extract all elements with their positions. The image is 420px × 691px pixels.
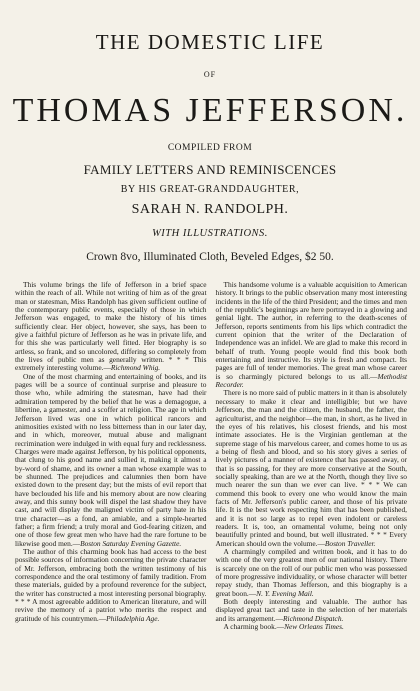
illustrations-note: WITH ILLUSTRATIONS. — [152, 228, 268, 239]
review-source: Philadelphia Age. — [106, 613, 160, 623]
author-relation: BY HIS GREAT-GRANDDAUGHTER, — [120, 184, 300, 195]
review-paragraph: There is no more said of public matters in it than is absolutely necessary to make it clear and intelligible; but we have Jefferson, the man and the citizen, the husband, the father, the agriculturist, and the neighbor—the man, in short, as he lived in the eyes of his relatives, his closest friends, and his most intimate associates. He is the Virginian gentleman at the supreme stage of his marvelous career, and comes home to us as a being of flesh and blood, and so his story gives a series of lively pictures of a manner of existence that has passed away, or that is so passing, for they are more conservative at the South, socially speaking, than are we at the North, though they live so much nearer the sun than we ever can live. * * * We can commend this book to every one who would know the main facts of Mr. Jefferson's public career, and those of his private life. It is the best work respecting him that has been published, and it is not so large as to repel even indolent or careless readers. It is, too, an ornamental volume, being not only beautifully printed and bound, but well illustrated. * * * Every American should own the volume.—Boston Traveller. — [215, 388, 407, 548]
review-paragraph: A charmingly compiled and written book, and it has to do with one of the very greatest men of our national history. There is scarcely one on the roll of our public men who was possessed of more progressive individuality, or whose character will better repay study, than Thomas Jefferson, and this biography is a great boon.—N. Y. Evening Mail. — [215, 547, 407, 598]
review-source: N. Y. Evening Mail. — [256, 588, 314, 598]
reviews-left-column — [15, 281, 207, 686]
review-paragraph: This handsome volume is a valuable acquisition to American history. It brings to the public observation many most interesting incidents in the life of the third President; and the times and men of the republic's beginnings are here portrayed in a glowing and genial light. The author, in referring to the death-scenes of Jefferson, reports sentiments from his lips which contradict the current opinion that the writer of the Declaration of Independence was an infidel. We are glad to make this record in behalf of truth. Young people would find this book both entertaining and instructive. Its style is fresh and compact. Its pages are full of tender memories. The great man whose career is so charmingly pictured belongs to us all.—Methodist Recorder. — [215, 280, 407, 390]
review-paragraph: This volume brings the life of Jefferson in a brief space within the reach of all. While not writing of him as of the great man or statesman, Miss Randolph has given sufficient outline of the contemporary public events, especially of those in which Jefferson was engaged, to make the history of his times sufficiently clear. Her object, however, she says, has been to give a faithful picture of Jefferson as he was in private life, and for this she was particularly well fitted. Her biography is so artless, so frank, and so uncolored, differing so completely from the lives of public men as generally written. * * * This extremely interesting volume.—Richmond Whig. — [15, 280, 207, 373]
review-source: Richmond Dispatch. — [283, 613, 344, 623]
review-paragraph: One of the most charming and entertaining of books, and its pages will be a source of continual surprise and pleasure to those who, while admiring the statesman, have had their admiration tempered by the belief that he was a demagogue, a libertine, a gamester, and a scoffer at religion. The age in which Jefferson lived was one in which political rancors and animosities existed with no less bitterness than in our later day, and in which, moreover, mutual abuse and malignant recrimination were indulged in with equal fury and recklessness. Charges were made against Jefferson, by his political opponents, that clung to his good name and sullied it, making it almost a by-word of shame, and its owner a man whose example was to be shunned. The prejudices and calumnies then born have existed down to the present day; but the mists of evil report that have beclouded his life and his memory about are now clearing away, and this sunny book will dispel the last shadow they have cast, and will display the maligned victim of party hate in his true character—as a fond, an amiable, and a simple-hearted father; a firm friend; a truly moral and God-fearing citizen, and one of those few great men who have had the rare fortune to be likewise good men.—Boston Saturday Evening Gazette. — [15, 371, 207, 548]
title-name: THOMAS JEFFERSON. — [12, 92, 408, 129]
reviews-right-column — [216, 281, 408, 686]
title-line-1: THE DOMESTIC LIFE — [95, 30, 325, 54]
sources-line: FAMILY LETTERS AND REMINISCENCES — [83, 162, 337, 177]
title-of: OF — [203, 70, 217, 79]
author-name: SARAH N. RANDOLPH. — [131, 202, 289, 217]
review-paragraph: The author of this charming book has had access to the best possible sources of information concerning the private character of Mr. Jefferson, embracing both the written testimony of his correspondence and the oral testimony of family tradition. From these materials, guided by a profound reverence for the subject, the writer has constructed a most interesting personal biography. * * * A most agreeable addition to American literature, and will revive the memory of a patriot who merits the respect and gratitude of his countrymen.—Philadelphia Age. — [15, 547, 207, 623]
review-source: Methodist Recorder. — [215, 371, 407, 390]
format-price: Crown 8vo, Illuminated Cloth, Beveled Edges, $2 50. — [86, 251, 334, 263]
review-source: Boston Traveller. — [324, 538, 376, 548]
compiled-from: COMPILED FROM — [167, 143, 253, 153]
review-source: Richmond Whig. — [110, 363, 161, 373]
reviews-columns — [15, 281, 407, 686]
review-paragraph: Both deeply interesting and valuable. The author has displayed great tact and taste in the selection of her materials and its arrangement.—Richmond Dispatch. — [215, 597, 407, 623]
review-source: New Orleans Times. — [284, 622, 344, 632]
review-source: Boston Saturday Evening Gazette. — [80, 538, 182, 548]
review-paragraph: A charming book.—New Orleans Times. — [223, 622, 344, 632]
